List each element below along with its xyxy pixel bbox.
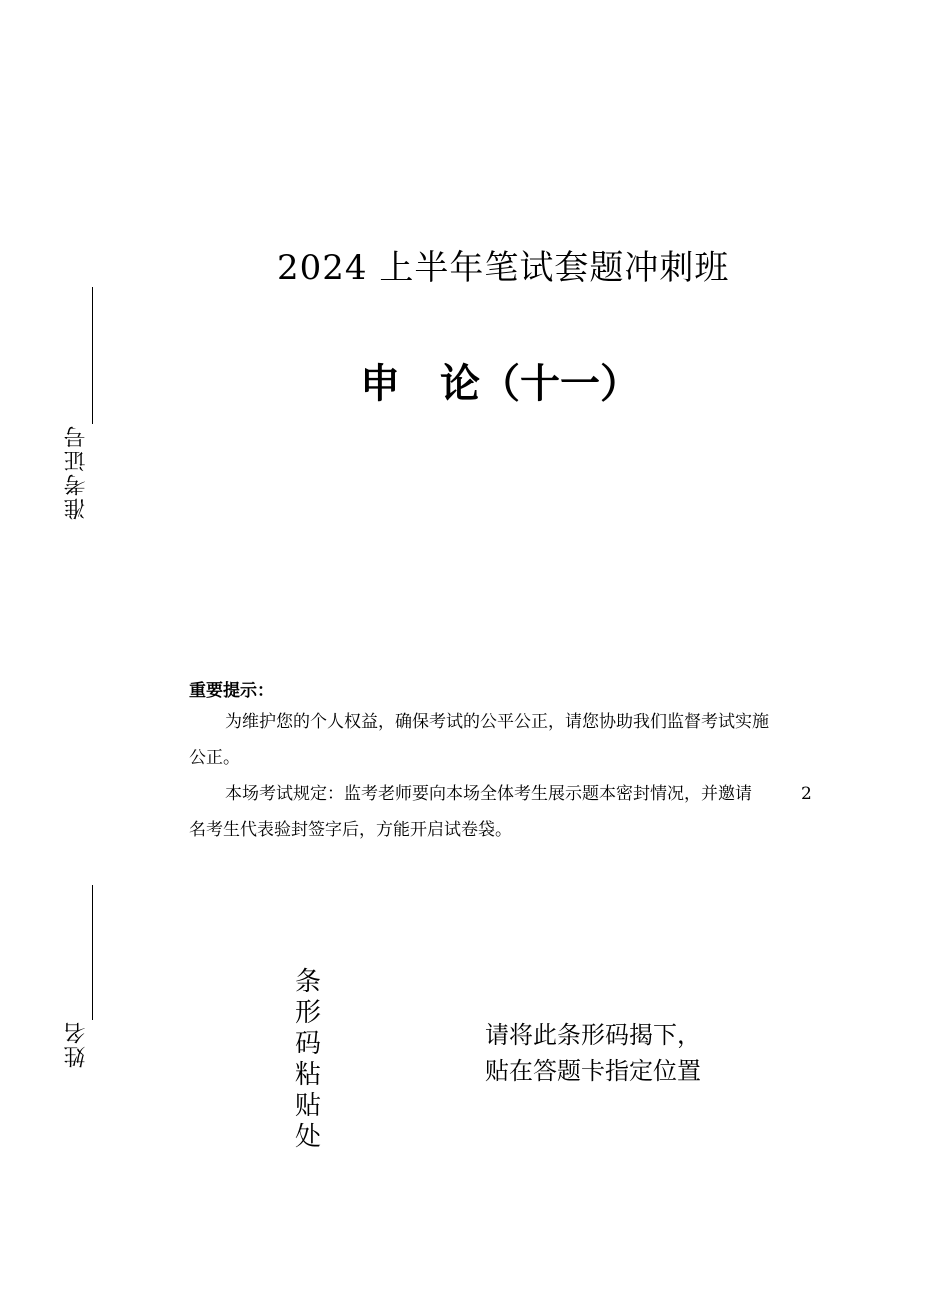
notice-para2-line1: 本场考试规定：监考老师要向本场全体考生展示题本密封情况，并邀请: [225, 784, 752, 804]
notice-para2-line2: 名考生代表验封签字后，方能开启试卷袋。: [189, 820, 512, 840]
barcode-char: 形: [294, 998, 321, 1028]
barcode-char: 贴: [294, 1091, 321, 1121]
barcode-placement-label: [292, 967, 324, 1153]
subject-title-part1: 申: [360, 361, 400, 407]
barcode-hint-line1: 请将此条形码揭下，: [485, 1021, 701, 1049]
name-line[interactable]: [92, 885, 93, 1020]
barcode-hint-line2: 贴在答题卡指定位置: [485, 1057, 701, 1085]
barcode-char: 粘: [294, 1060, 321, 1090]
notice-heading: 重要提示：: [189, 681, 274, 701]
subject-title-part2: 论（十一）: [440, 361, 640, 407]
subject-title: [360, 352, 640, 409]
barcode-char: 条: [294, 967, 321, 997]
barcode-hint: [485, 1017, 701, 1089]
exam-series-title: 2024 上半年笔试套题冲刺班: [277, 248, 730, 288]
barcode-char: 处: [294, 1122, 321, 1152]
notice-para1-line2: 公正。: [189, 748, 240, 768]
notice-para1-line1: 为维护您的个人权益，确保考试的公平公正，请您协助我们监督考试实施: [225, 712, 769, 732]
exam-id-label: 准考证号: [64, 424, 89, 520]
notice-para2-number: 2: [801, 784, 812, 804]
exam-id-line[interactable]: [92, 287, 93, 424]
barcode-char: 码: [294, 1029, 321, 1059]
name-label: 姓名: [64, 1020, 89, 1068]
